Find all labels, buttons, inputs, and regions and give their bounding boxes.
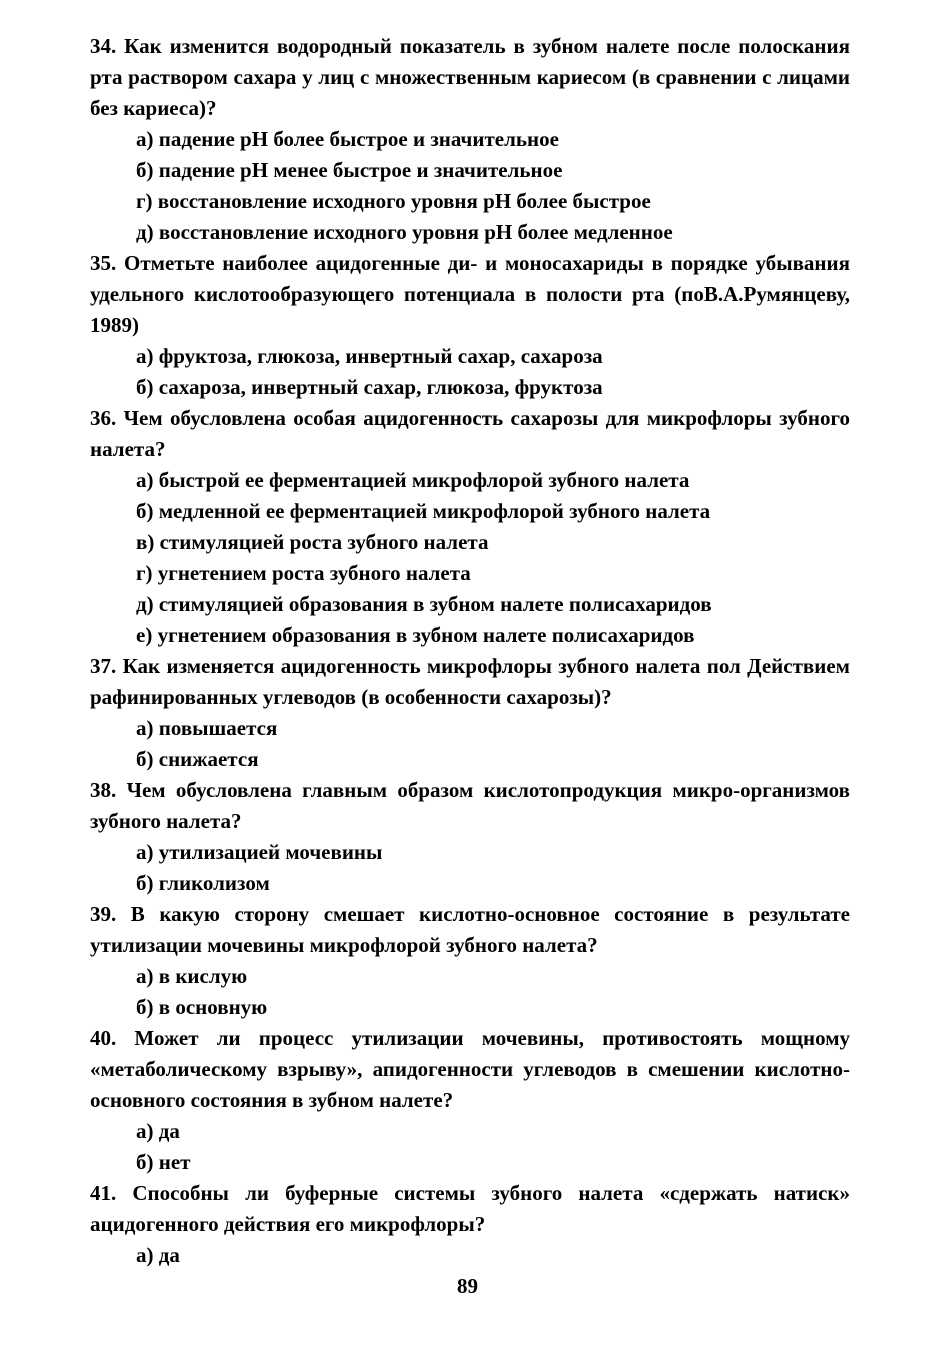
answer-list <box>90 465 850 651</box>
answer-option: б) нет <box>136 1150 191 1174</box>
question-block <box>90 1178 850 1271</box>
answer-option: б) падение pH менее быстрое и значительное <box>136 158 563 182</box>
answer-option: б) гликолизом <box>136 871 270 895</box>
answer-option: е) угнетением образования в зубном налете полисахаридов <box>136 623 695 647</box>
page-content <box>90 31 850 1271</box>
answer-option: а) да <box>136 1119 180 1143</box>
question-text: 34. Как изменится водородный показатель в зубном налете после полоскания рта раствором сахара у лиц с множественным кариесом (в сравнении с лицами без кариеса)? <box>90 34 850 120</box>
answer-option: а) падение pH более быстрое и значительное <box>136 127 559 151</box>
answer-option: а) да <box>136 1243 180 1267</box>
answer-list <box>90 713 850 775</box>
answer-option: д) стимуляцией образования в зубном налете полисахаридов <box>136 592 712 616</box>
question-text: 38. Чем обусловлена главным образом кислотопродукция микро-организмов зубного налета? <box>90 778 850 833</box>
answer-list <box>90 1240 850 1271</box>
answer-option: а) фруктоза, глюкоза, инвертный сахар, сахароза <box>136 344 603 368</box>
question-text: 41. Способны ли буферные системы зубного налета «сдержать натиск» ацидогенного действия его микрофлоры? <box>90 1181 850 1236</box>
answer-option: г) угнетением роста зубного налета <box>136 561 471 585</box>
question-block <box>90 403 850 651</box>
question-block <box>90 775 850 899</box>
answer-list <box>90 837 850 899</box>
question-text: 37. Как изменяется ацидогенность микрофлоры зубного налета пол Действием рафинированных углеводов (в особенности сахарозы)? <box>90 654 850 709</box>
answer-option: а) утилизацией мочевины <box>136 840 383 864</box>
answer-option: д) восстановление исходного уровня pH более медленное <box>136 220 673 244</box>
question-text: 36. Чем обусловлена особая ацидогенность сахарозы для микрофлоры зубного налета? <box>90 406 850 461</box>
answer-list <box>90 961 850 1023</box>
question-text: 40. Может ли процесс утилизации мочевины, противостоять мощному «метаболическому взрыву», апидогенности углеводов в смешении кислотно-основного состояния в зубном налете? <box>90 1026 850 1112</box>
answer-option: а) повышается <box>136 716 278 740</box>
question-block <box>90 248 850 403</box>
question-text: 35. Отметьте наиболее ацидогенные ди- и моносахариды в порядке убывания удельного кислотообразующего потенциала в полости рта (поВ.А.Румянцеву, 1989) <box>90 251 850 337</box>
answer-option: а) в кислую <box>136 964 248 988</box>
answer-list <box>90 341 850 403</box>
question-block <box>90 651 850 775</box>
answer-list <box>90 1116 850 1178</box>
question-block <box>90 1023 850 1178</box>
answer-option: б) медленной ее ферментацией микрофлорой зубного налета <box>136 499 711 523</box>
answer-option: б) сахароза, инвертный сахар, глюкоза, фруктоза <box>136 375 603 399</box>
answer-list <box>90 124 850 248</box>
answer-option: г) восстановление исходного уровня pH более быстрое <box>136 189 651 213</box>
answer-option: в) стимуляцией роста зубного налета <box>136 530 489 554</box>
answer-option: а) быстрой ее ферментацией микрофлорой зубного налета <box>136 468 690 492</box>
answer-option: б) снижается <box>136 747 259 771</box>
question-text: 39. В какую сторону смешает кислотно-основное состояние в результате утилизации мочевины микрофлорой зубного налета? <box>90 902 850 957</box>
answer-option: б) в основную <box>136 995 268 1019</box>
question-block <box>90 899 850 1023</box>
page-number: 89 <box>457 1274 478 1298</box>
question-block <box>90 31 850 248</box>
